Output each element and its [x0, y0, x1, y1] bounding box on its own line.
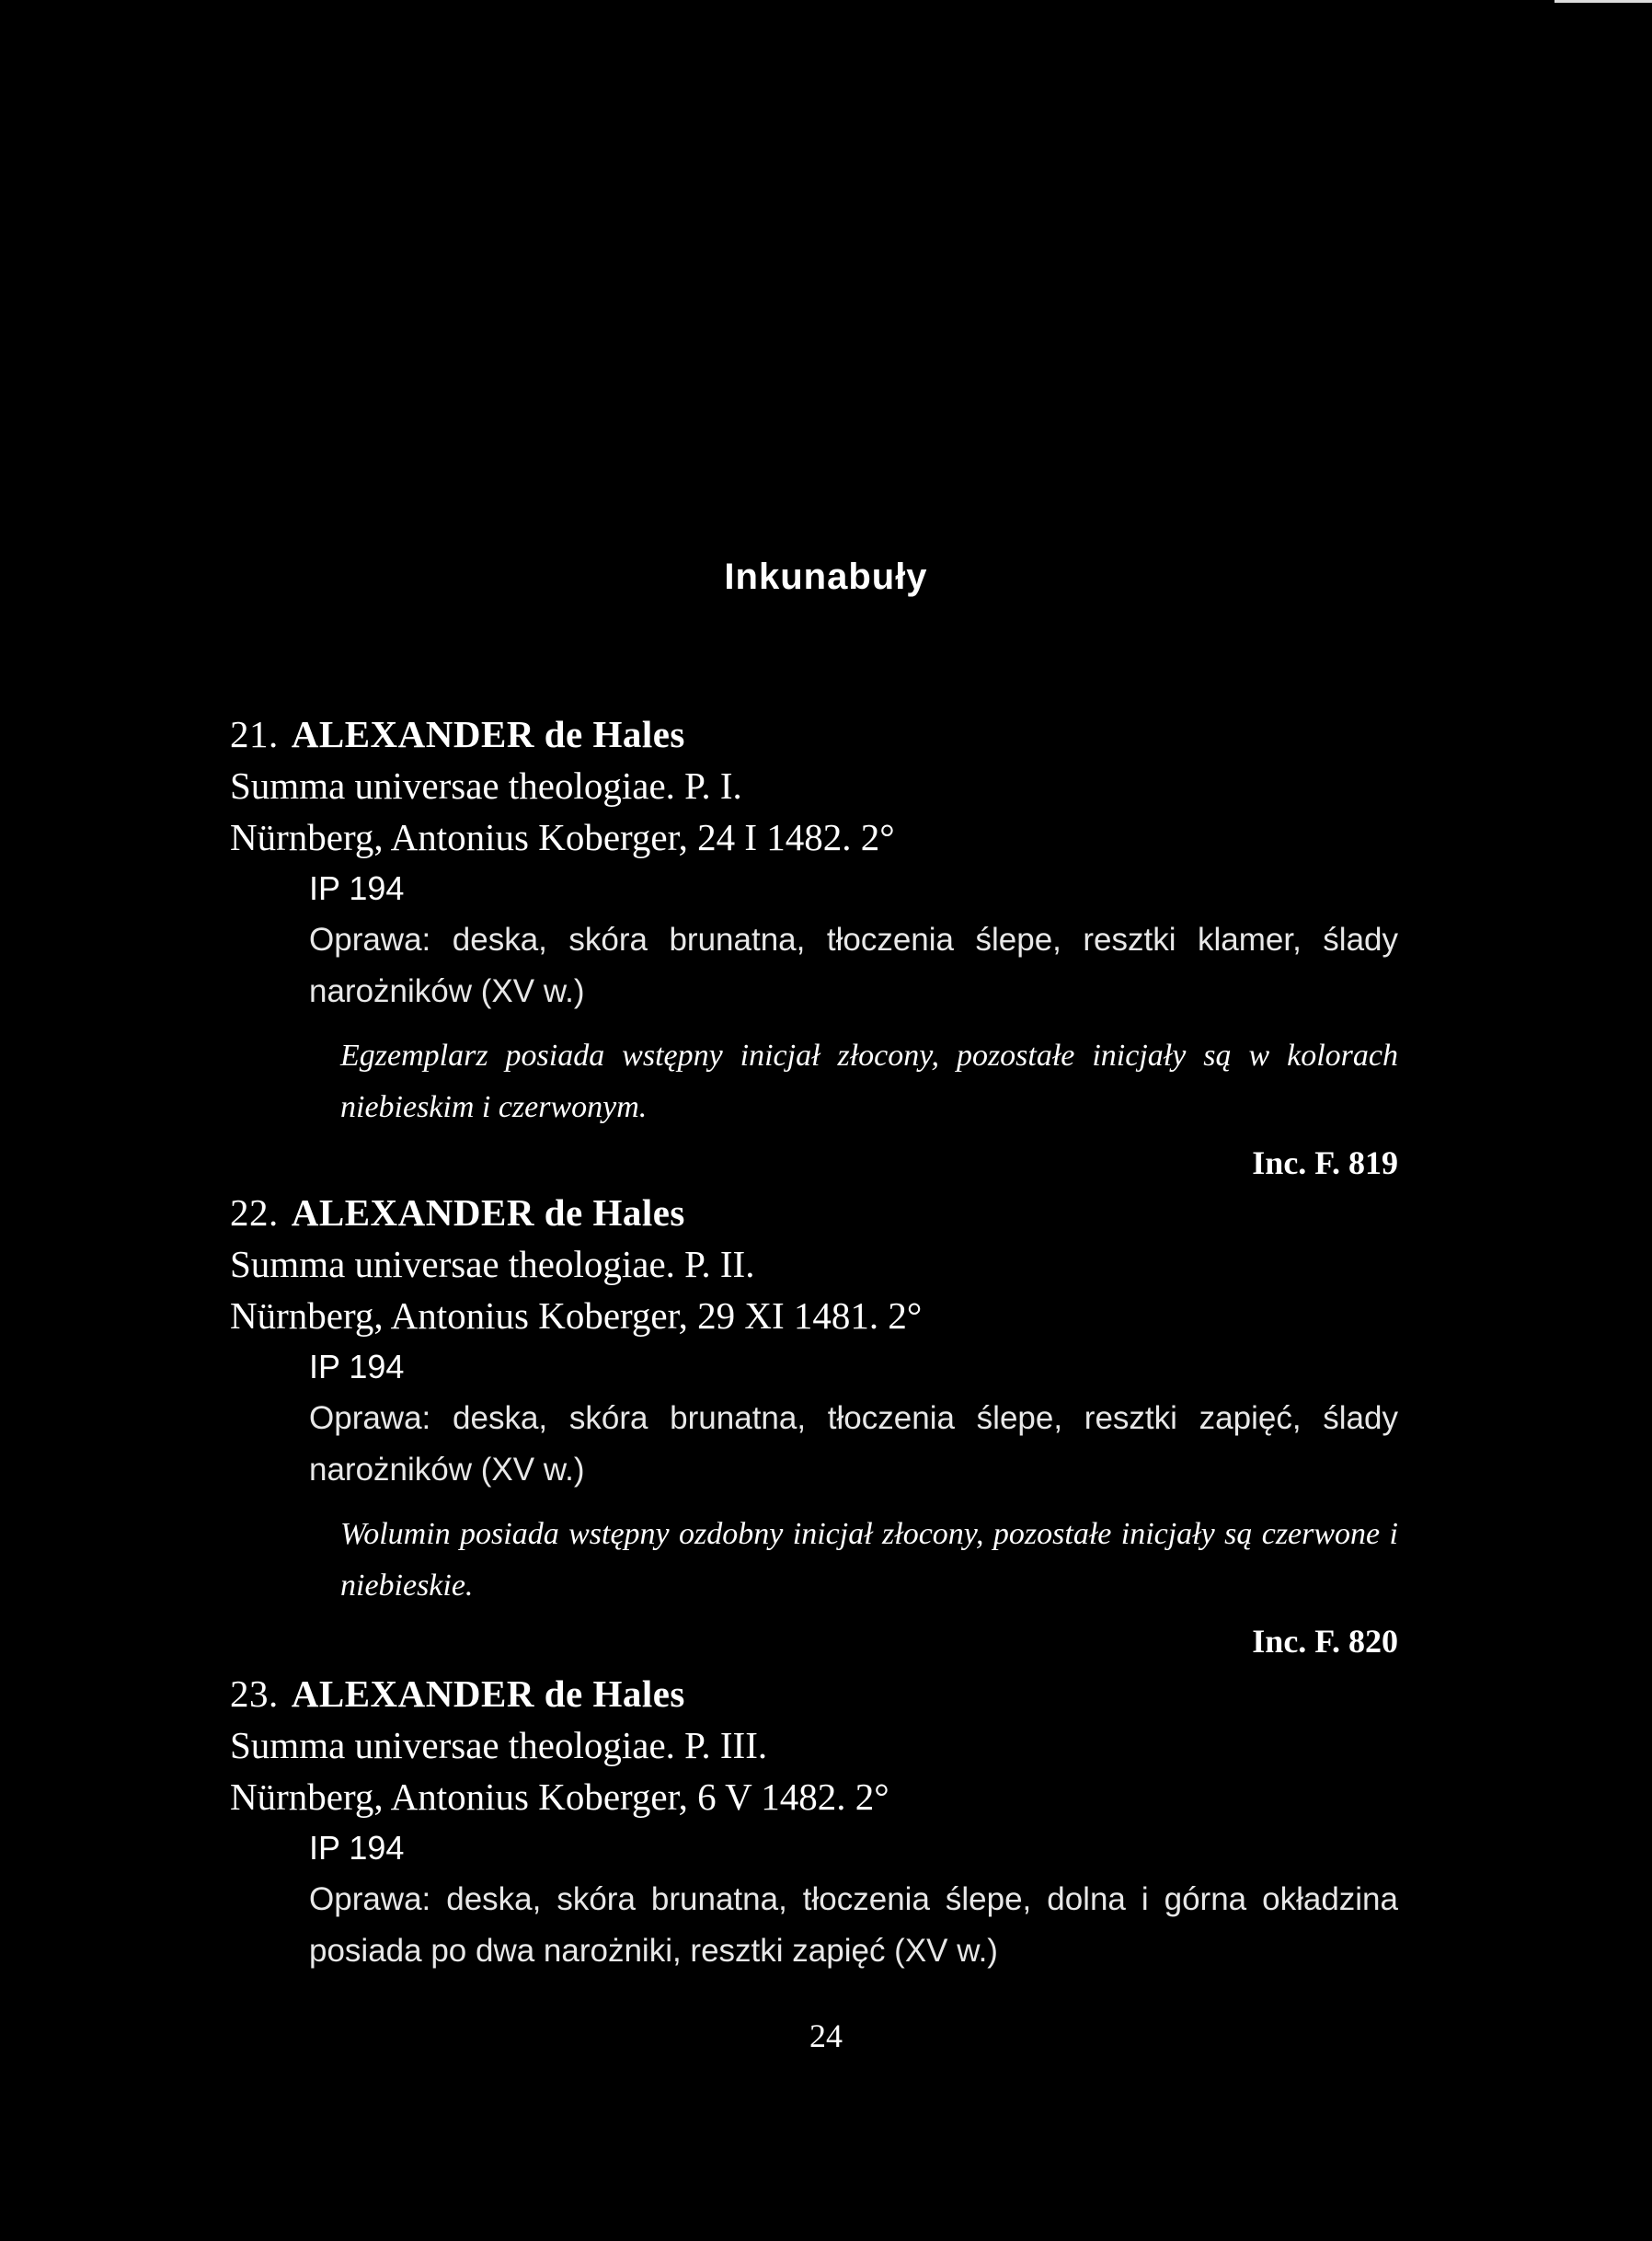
top-edge-line	[1554, 0, 1652, 3]
entry-number: 23.	[230, 1672, 279, 1715]
entry-note: Egzemplarz posiada wstępny inicjał złocony, pozostałe inicjały są w kolorach niebieskim i czerwonym.	[340, 1039, 1398, 1124]
entry-imprint: Nürnberg, Antonius Koberger, 29 XI 1481. 2°	[230, 1294, 923, 1337]
entry-shelfmark: Inc. F. 819	[1252, 1144, 1398, 1181]
entry-heading	[230, 1668, 1398, 1719]
entry-binding: Oprawa: deska, skóra brunatna, tłoczenia ślepe, resztki zapięć, ślady narożników (XV w.)	[309, 1400, 1398, 1488]
entry-heading	[230, 1187, 1398, 1238]
entry-binding: Oprawa: deska, skóra brunatna, tłoczenia ślepe, resztki klamer, ślady narożników (XV w.)	[309, 922, 1398, 1009]
entry-number: 22.	[230, 1191, 279, 1234]
entry-ip: IP 194	[309, 869, 405, 907]
entry-title: Summa universae theologiae. P. I.	[230, 764, 742, 807]
entry-imprint: Nürnberg, Antonius Koberger, 24 I 1482. 2°	[230, 816, 895, 858]
entry-ip: IP 194	[309, 1348, 405, 1385]
entry-note: Wolumin posiada wstępny ozdobny inicjał złocony, pozostałe inicjały są czerwone i niebieskie.	[340, 1517, 1398, 1603]
entry-title: Summa universae theologiae. P. III.	[230, 1724, 768, 1766]
catalog-entry-22	[230, 1187, 1398, 1667]
section-heading: Inkunabuły	[724, 557, 928, 597]
catalog-entry-23	[230, 1668, 1398, 1977]
entry-heading	[230, 708, 1398, 760]
entry-shelfmark: Inc. F. 820	[1252, 1623, 1398, 1660]
entry-imprint: Nürnberg, Antonius Koberger, 6 V 1482. 2°	[230, 1776, 889, 1818]
entry-ip: IP 194	[309, 1829, 405, 1867]
catalog-entry-21	[230, 708, 1398, 1189]
entry-binding: Oprawa: deska, skóra brunatna, tłoczenia ślepe, dolna i górna okładzina posiada po dwa narożniki, resztki zapięć (XV w.)	[309, 1881, 1398, 1969]
entry-number: 21.	[230, 713, 279, 755]
entry-author: ALEXANDER de Hales	[291, 713, 685, 755]
entry-author: ALEXANDER de Hales	[291, 1191, 685, 1234]
page-number: 24	[809, 2017, 843, 2054]
entry-title: Summa universae theologiae. P. II.	[230, 1243, 755, 1285]
entry-author: ALEXANDER de Hales	[291, 1672, 685, 1715]
